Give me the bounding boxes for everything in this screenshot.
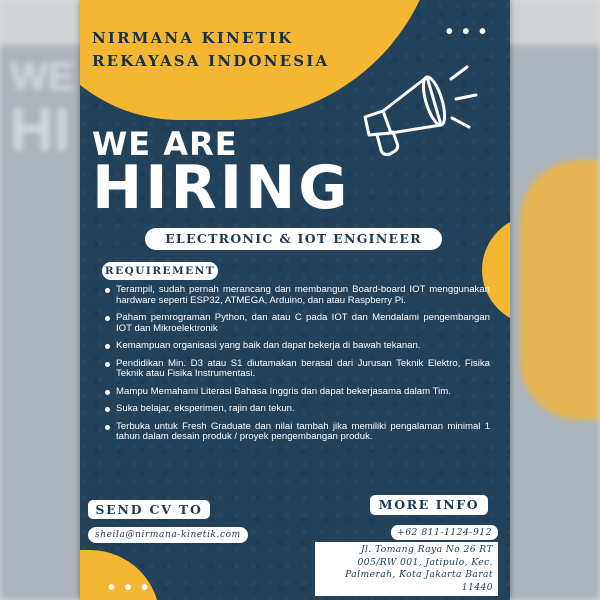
address-line: 005/RW 001, Jatipulo, Kec. — [357, 556, 493, 568]
more-info-label: MORE INFO — [370, 495, 488, 515]
company-name-line2: REKAYASA INDONESIA — [92, 52, 330, 70]
headline-hiring: HIRING — [92, 153, 351, 223]
requirement-item: Mampu Memahami Literasi Bahasa Inggris dan dapat bekerjasama dalam Tim. — [104, 387, 490, 398]
company-name — [92, 27, 329, 73]
requirement-item: Suka belajar, eksperimen, rajin dan tekun. — [104, 404, 490, 415]
address-line: Jl. Tomang Raya No 26 RT — [360, 544, 493, 555]
background-headline-echo: WE — [10, 55, 75, 99]
megaphone-icon — [355, 55, 485, 165]
requirement-item: Terbuka untuk Fresh Graduate dan nilai tambah jika memiliki pengalaman minimal 1 tahun dalam desain produk / proyek pengembangan produk. — [104, 422, 490, 443]
requirement-list — [104, 285, 490, 443]
company-name-line1: NIRMANA KINETIK — [92, 29, 294, 47]
requirement-item: Pendidikan Min. D3 atau S1 diutamakan berasal dari Jurusan Teknik Elektro, Fisika Teknik atau Fisika Instrumentasi. — [104, 359, 490, 380]
address-line: 11440 — [461, 581, 493, 593]
address-line: Palmerah, Kota Jakarta Barat — [345, 569, 493, 581]
background-yellow-shape — [520, 160, 600, 420]
send-cv-label: SEND CV TO — [88, 500, 210, 519]
email-link[interactable]: sheila@nirmana-kinetik.com — [88, 527, 248, 543]
requirement-item: Paham pemrograman Python, dan atau C pada IOT dan Mendalami pengembangan IOT dan Mikroelektronik — [104, 313, 490, 334]
background-headline-echo-2: HI — [10, 96, 70, 163]
requirement-item: Kemampuan organisasi yang baik dan dapat bekerja di bawah tekanan. — [104, 341, 490, 352]
requirement-heading: REQUIREMENT — [102, 262, 218, 280]
hiring-poster — [80, 0, 510, 600]
position-title: ELECTRONIC & IOT ENGINEER — [145, 228, 442, 250]
top-dots: • • • — [445, 21, 488, 43]
address-block — [315, 542, 498, 596]
requirement-item: Terampil, sudah pernah merancang dan membangun Board-board IOT menggunakan hardware seperti ESP32, ATMEGA, Arduino, dan atau Raspberry Pi. — [104, 285, 490, 306]
headline-we-are: WE ARE — [92, 125, 238, 163]
phone-number[interactable]: +62 811-1124-912 — [391, 525, 498, 540]
bottom-dots: • • • — [108, 577, 151, 599]
